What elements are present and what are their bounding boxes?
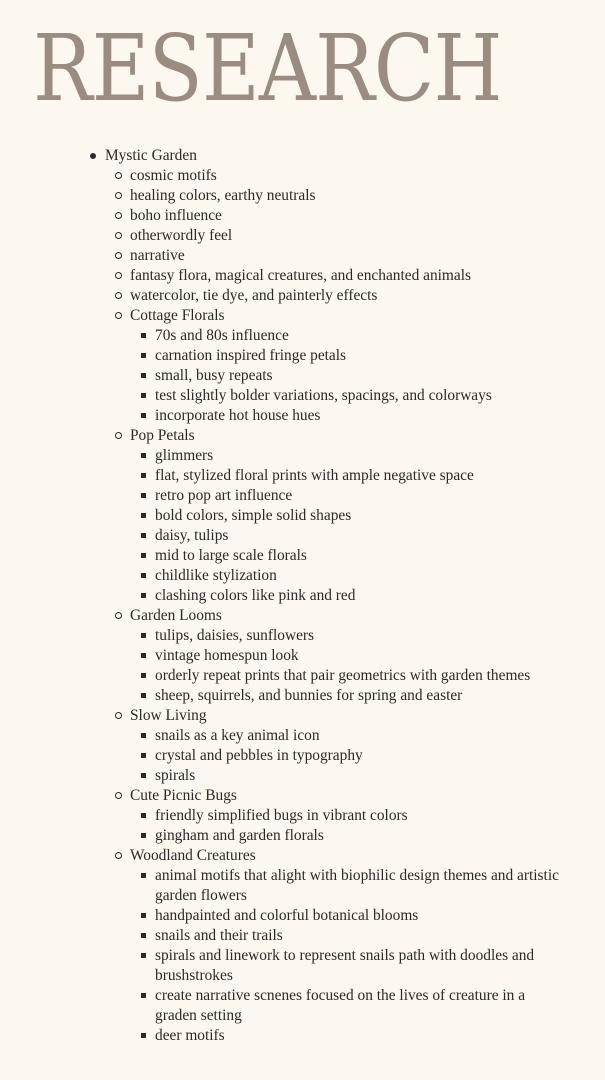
list-item: snails and their trails (130, 926, 605, 946)
section-label: Cute Picnic Bugs (130, 787, 237, 804)
list-item: snails as a key animal icon (130, 726, 605, 746)
section-label: Woodland Creatures (130, 847, 256, 864)
section-items (130, 326, 605, 426)
theme-label: Mystic Garden (105, 147, 197, 164)
list-item: glimmers (130, 446, 605, 466)
research-outline (0, 146, 605, 1046)
section-label: Cottage Florals (130, 307, 225, 324)
list-item: test slightly bolder variations, spacings, and colorways (130, 386, 605, 406)
section-items (130, 866, 605, 1046)
list-item: friendly simplified bugs in vibrant colors (130, 806, 605, 826)
list-item: clashing colors like pink and red (130, 586, 605, 606)
section-items (130, 446, 605, 606)
list-item: tulips, daisies, sunflowers (130, 626, 605, 646)
section-cottage-florals (105, 306, 605, 426)
list-item: fantasy flora, magical creatures, and enchanted animals (105, 266, 605, 286)
section-woodland-creatures (105, 846, 605, 1046)
section-garden-looms (105, 606, 605, 706)
list-item: childlike stylization (130, 566, 605, 586)
list-item: daisy, tulips (130, 526, 605, 546)
list-item: otherwordly feel (105, 226, 605, 246)
list-item: vintage homespun look (130, 646, 605, 666)
section-items (130, 806, 605, 846)
list-item: flat, stylized floral prints with ample negative space (130, 466, 605, 486)
list-item: healing colors, earthy neutrals (105, 186, 605, 206)
theme-mystic-garden (0, 146, 605, 1046)
outline-list (0, 146, 605, 1046)
theme-items (105, 166, 605, 1046)
list-item: spirals and linework to represent snails path with doodles and brushstrokes (130, 946, 605, 986)
list-item: 70s and 80s influence (130, 326, 605, 346)
list-item: animal motifs that alight with biophilic design themes and artistic garden flowers (130, 866, 605, 906)
list-item: mid to large scale florals (130, 546, 605, 566)
list-item: orderly repeat prints that pair geometrics with garden themes (130, 666, 605, 686)
list-item: create narrative scnenes focused on the lives of creature in a graden setting (130, 986, 605, 1026)
list-item: narrative (105, 246, 605, 266)
list-item: bold colors, simple solid shapes (130, 506, 605, 526)
list-item: incorporate hot house hues (130, 406, 605, 426)
list-item: carnation inspired fringe petals (130, 346, 605, 366)
list-item: cosmic motifs (105, 166, 605, 186)
list-item: small, busy repeats (130, 366, 605, 386)
section-slow-living (105, 706, 605, 786)
section-items (130, 726, 605, 786)
section-items (130, 626, 605, 706)
list-item: retro pop art influence (130, 486, 605, 506)
list-item: boho influence (105, 206, 605, 226)
section-pop-petals (105, 426, 605, 606)
section-label: Garden Looms (130, 607, 222, 624)
section-cute-picnic-bugs (105, 786, 605, 846)
section-label: Pop Petals (130, 427, 195, 444)
list-item: gingham and garden florals (130, 826, 605, 846)
section-label: Slow Living (130, 707, 207, 724)
list-item: spirals (130, 766, 605, 786)
list-item: sheep, squirrels, and bunnies for spring and easter (130, 686, 605, 706)
list-item: handpainted and colorful botanical blooms (130, 906, 605, 926)
list-item: watercolor, tie dye, and painterly effects (105, 286, 605, 306)
list-item: crystal and pebbles in typography (130, 746, 605, 766)
page-title: RESEARCH (33, 15, 502, 122)
list-item: deer motifs (130, 1026, 605, 1046)
